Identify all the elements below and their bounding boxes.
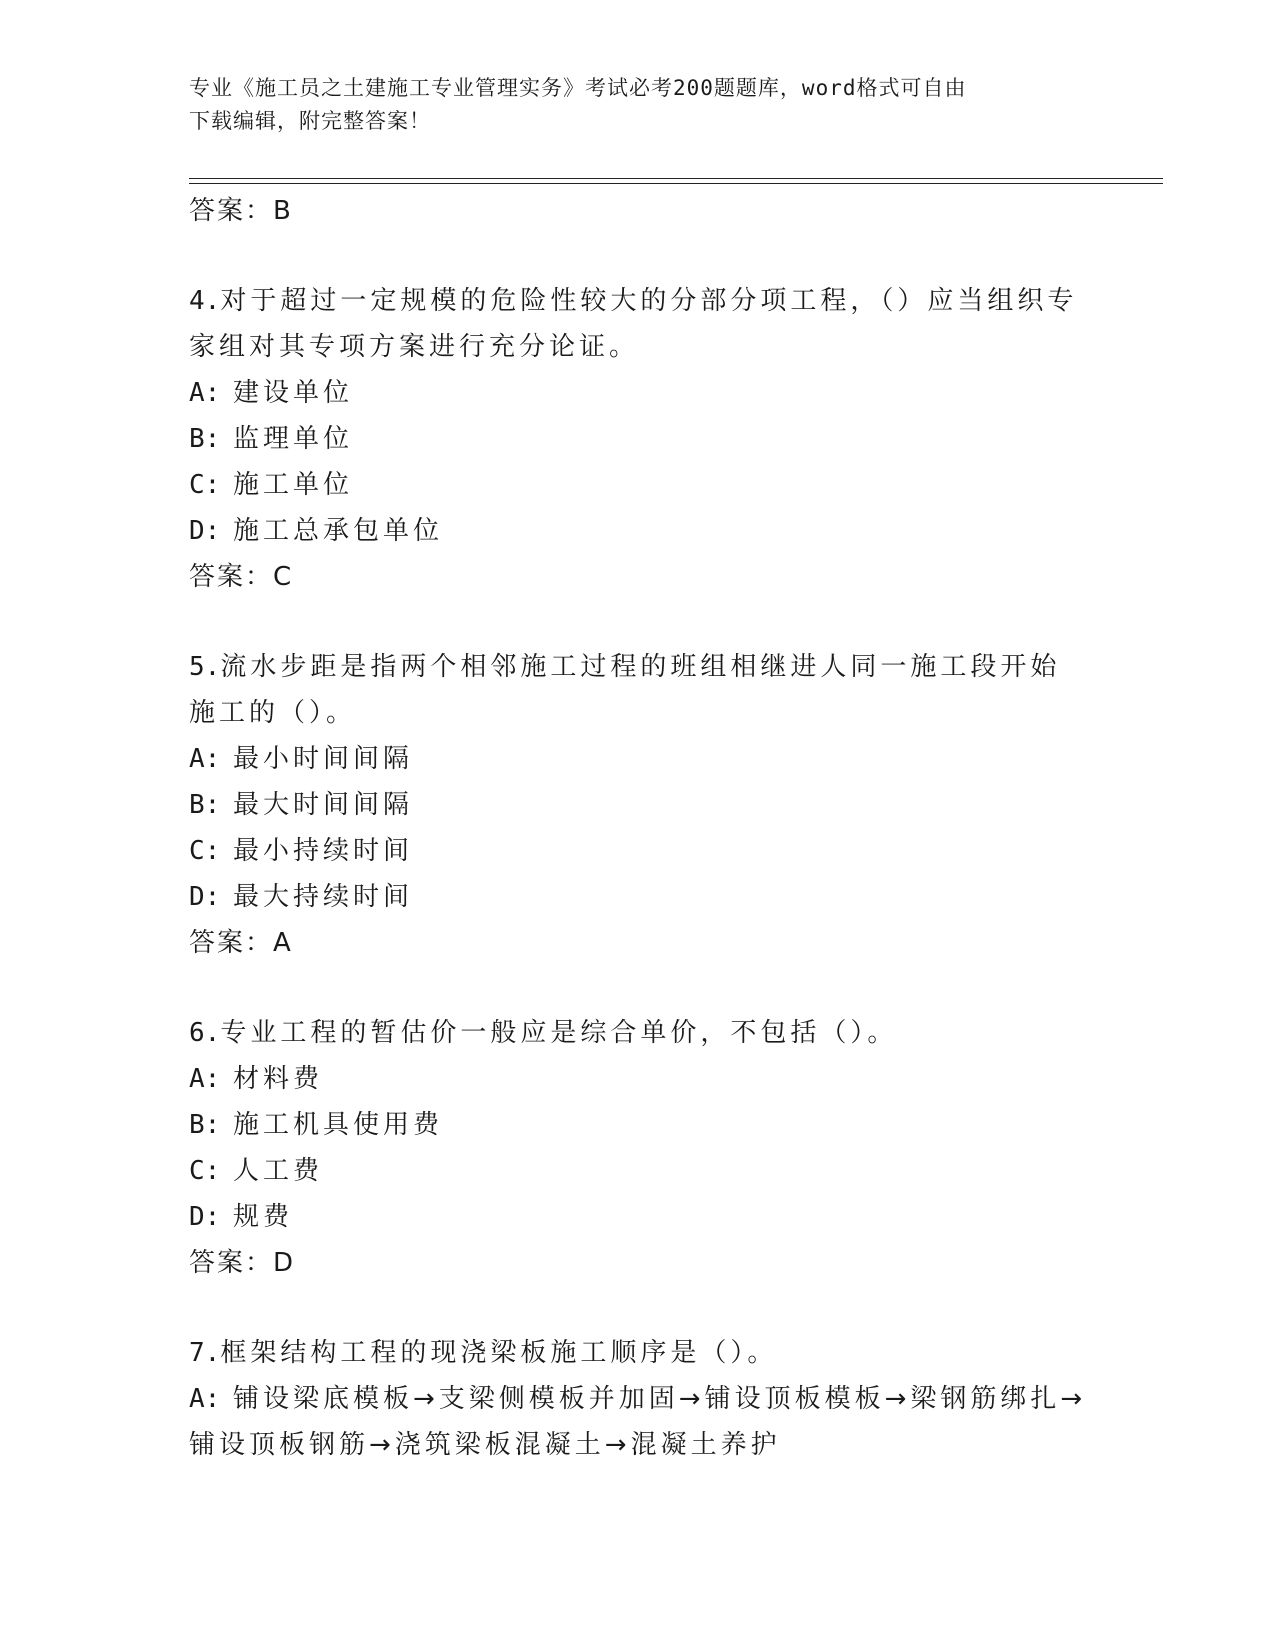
- answer-line: 答案：D: [189, 1248, 296, 1278]
- option-letter: B:: [189, 1110, 221, 1140]
- header-line-1: 专业《施工员之土建施工专业管理实务》考试必考200题题库，word格式可自由: [189, 76, 967, 100]
- option-text: 施工单位: [233, 470, 354, 500]
- option-a: [189, 1056, 1089, 1102]
- option-text: 监理单位: [233, 424, 354, 454]
- option-letter: A:: [189, 744, 221, 774]
- question-stem: [189, 1330, 1089, 1376]
- question-7: [189, 1330, 1089, 1468]
- option-letter: A:: [189, 1064, 221, 1094]
- option-text: 建设单位: [233, 378, 354, 408]
- option-b: [189, 1102, 1089, 1148]
- question-5: [189, 644, 1089, 966]
- option-letter: C:: [189, 836, 221, 866]
- option-text: 最大持续时间: [233, 882, 414, 912]
- option-letter: C:: [189, 470, 221, 500]
- option-c: [189, 1148, 1089, 1194]
- answer-line: 答案：C: [189, 562, 294, 592]
- header-rule-top: [189, 178, 1163, 179]
- question-text: 框架结构工程的现浇梁板施工顺序是（）。: [220, 1338, 778, 1368]
- option-d: [189, 1194, 1089, 1240]
- question-stem: [189, 1010, 1089, 1056]
- question-6: [189, 1010, 1089, 1286]
- option-a: [189, 1376, 1089, 1468]
- answer-line: 答案：A: [189, 928, 293, 958]
- question-text: 专业工程的暂估价一般应是综合单价，不包括（）。: [220, 1018, 898, 1048]
- option-d: [189, 508, 1089, 554]
- option-letter: A:: [189, 1384, 221, 1414]
- document-header: [189, 72, 1069, 138]
- option-a: [189, 736, 1089, 782]
- option-text: 最小持续时间: [233, 836, 414, 866]
- option-text: 铺设梁底模板→支梁侧模板并加固→铺设顶板模板→梁钢筋绑扎→铺设顶板钢筋→浇筑梁板混凝土→混凝土养护: [189, 1384, 1087, 1460]
- question-number: 7.: [189, 1338, 221, 1368]
- option-letter: B:: [189, 424, 221, 454]
- answer-line: 答案：B: [189, 196, 293, 226]
- question-4: [189, 278, 1089, 600]
- question-number: 6.: [189, 1018, 221, 1048]
- option-letter: A:: [189, 378, 221, 408]
- option-d: [189, 874, 1089, 920]
- option-text: 施工机具使用费: [233, 1110, 444, 1140]
- question-number: 4.: [189, 286, 221, 316]
- option-b: [189, 416, 1089, 462]
- question-stem: [189, 278, 1089, 370]
- question-text: 对于超过一定规模的危险性较大的分部分项工程，（）应当组织专家组对其专项方案进行充分论证。: [189, 286, 1078, 362]
- question-text: 流水步距是指两个相邻施工过程的班组相继进人同一施工段开始施工的（）。: [189, 652, 1061, 728]
- header-rule-bottom: [189, 183, 1163, 184]
- question-stem: [189, 644, 1089, 736]
- option-letter: D:: [189, 516, 221, 546]
- option-letter: D:: [189, 882, 221, 912]
- option-b: [189, 782, 1089, 828]
- question-number: 5.: [189, 652, 221, 682]
- option-text: 最大时间间隔: [233, 790, 414, 820]
- option-a: [189, 370, 1089, 416]
- question-list: [189, 188, 1089, 1468]
- header-line-2: 下载编辑，附完整答案！: [189, 109, 431, 133]
- option-text: 规费: [233, 1202, 294, 1232]
- option-text: 最小时间间隔: [233, 744, 414, 774]
- option-c: [189, 828, 1089, 874]
- option-c: [189, 462, 1089, 508]
- option-text: 材料费: [233, 1064, 324, 1094]
- option-letter: B:: [189, 790, 221, 820]
- option-text: 施工总承包单位: [233, 516, 444, 546]
- option-letter: D:: [189, 1202, 221, 1232]
- option-text: 人工费: [233, 1156, 324, 1186]
- option-letter: C:: [189, 1156, 221, 1186]
